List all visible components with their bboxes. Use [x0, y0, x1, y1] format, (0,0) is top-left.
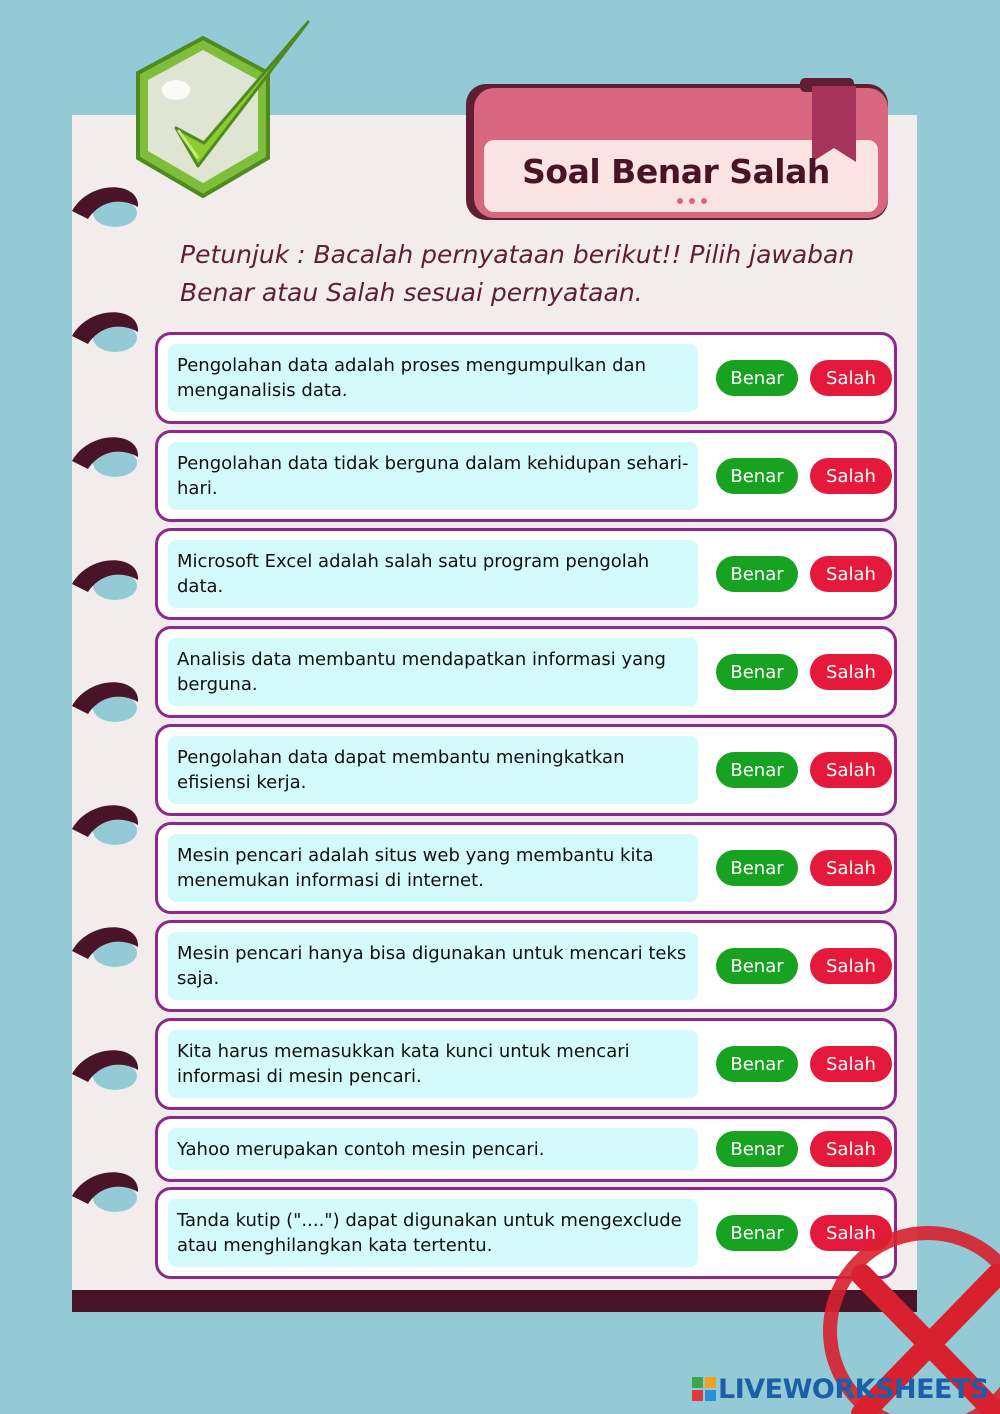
liveworksheets-logo	[692, 1372, 989, 1406]
question-card	[155, 528, 897, 620]
question-text-box	[168, 736, 698, 804]
question-text: Tanda kutip ("....") dapat digunakan untuk mengexclude atau menghilangkan kata tertentu.	[177, 1210, 682, 1256]
liveworksheets-mark-icon	[692, 1377, 716, 1401]
checkmark-hexagon-icon	[118, 18, 318, 218]
question-card	[155, 332, 897, 424]
question-text: Analisis data membantu mendapatkan informasi yang berguna.	[177, 649, 666, 695]
benar-button[interactable]: Benar	[716, 654, 798, 690]
question-text: Mesin pencari adalah situs web yang membantu kita menemukan informasi di internet.	[177, 845, 654, 891]
salah-button[interactable]: Salah	[810, 1131, 892, 1167]
benar-button[interactable]: Benar	[716, 948, 798, 984]
instruction-text: Petunjuk : Bacalah pernyataan berikut!! Pilih jawaban Benar atau Salah sesuai pernyataan.	[180, 240, 855, 307]
salah-button[interactable]: Salah	[810, 850, 892, 886]
question-text-box	[168, 344, 698, 412]
paper-bottom-edge	[72, 1290, 917, 1312]
binder-hole	[72, 312, 138, 352]
question-text-box	[168, 932, 698, 1000]
salah-button[interactable]: Salah	[810, 1046, 892, 1082]
salah-button[interactable]: Salah	[810, 948, 892, 984]
salah-button[interactable]: Salah	[810, 654, 892, 690]
question-card	[155, 724, 897, 816]
question-text-box	[168, 540, 698, 608]
title-tag	[464, 78, 892, 223]
question-text: Pengolahan data dapat membantu meningkatkan efisiensi kerja.	[177, 747, 625, 793]
salah-button[interactable]: Salah	[810, 360, 892, 396]
question-text: Microsoft Excel adalah salah satu program pengolah data.	[177, 551, 650, 597]
question-text: Pengolahan data adalah proses mengumpulkan dan menganalisis data.	[177, 355, 646, 401]
question-text-box	[168, 1199, 698, 1267]
benar-button[interactable]: Benar	[716, 1131, 798, 1167]
salah-button[interactable]: Salah	[810, 752, 892, 788]
brand-name: LIVEWORKSHEETS	[718, 1373, 989, 1405]
question-card	[155, 1116, 897, 1182]
binder-hole	[72, 682, 138, 722]
question-card	[155, 626, 897, 718]
page-title: Soal Benar Salah	[522, 152, 830, 191]
salah-button[interactable]: Salah	[810, 1215, 892, 1251]
question-text-box	[168, 1030, 698, 1098]
question-card	[155, 822, 897, 914]
benar-button[interactable]: Benar	[716, 1046, 798, 1082]
question-card	[155, 1018, 897, 1110]
benar-button[interactable]: Benar	[716, 556, 798, 592]
benar-button[interactable]: Benar	[716, 850, 798, 886]
binder-hole	[72, 560, 138, 600]
question-text-box	[168, 638, 698, 706]
binder-hole	[72, 437, 138, 477]
question-text-box	[168, 1128, 698, 1170]
question-text: Kita harus memasukkan kata kunci untuk mencari informasi di mesin pencari.	[177, 1041, 630, 1087]
binder-hole	[72, 1172, 138, 1212]
question-text-box	[168, 442, 698, 510]
benar-button[interactable]: Benar	[716, 360, 798, 396]
question-text: Mesin pencari hanya bisa digunakan untuk mencari teks saja.	[177, 943, 687, 989]
question-text: Pengolahan data tidak berguna dalam kehidupan sehari-hari.	[177, 453, 689, 499]
benar-button[interactable]: Benar	[716, 752, 798, 788]
salah-button[interactable]: Salah	[810, 556, 892, 592]
question-text: Yahoo merupakan contoh mesin pencari.	[177, 1138, 545, 1160]
salah-button[interactable]: Salah	[810, 458, 892, 494]
question-card	[155, 430, 897, 522]
benar-button[interactable]: Benar	[716, 458, 798, 494]
benar-button[interactable]: Benar	[716, 1215, 798, 1251]
binder-hole	[72, 927, 138, 967]
question-card	[155, 920, 897, 1012]
question-text-box	[168, 834, 698, 902]
binder-hole	[72, 1050, 138, 1090]
question-card	[155, 1187, 897, 1279]
binder-hole	[72, 805, 138, 845]
